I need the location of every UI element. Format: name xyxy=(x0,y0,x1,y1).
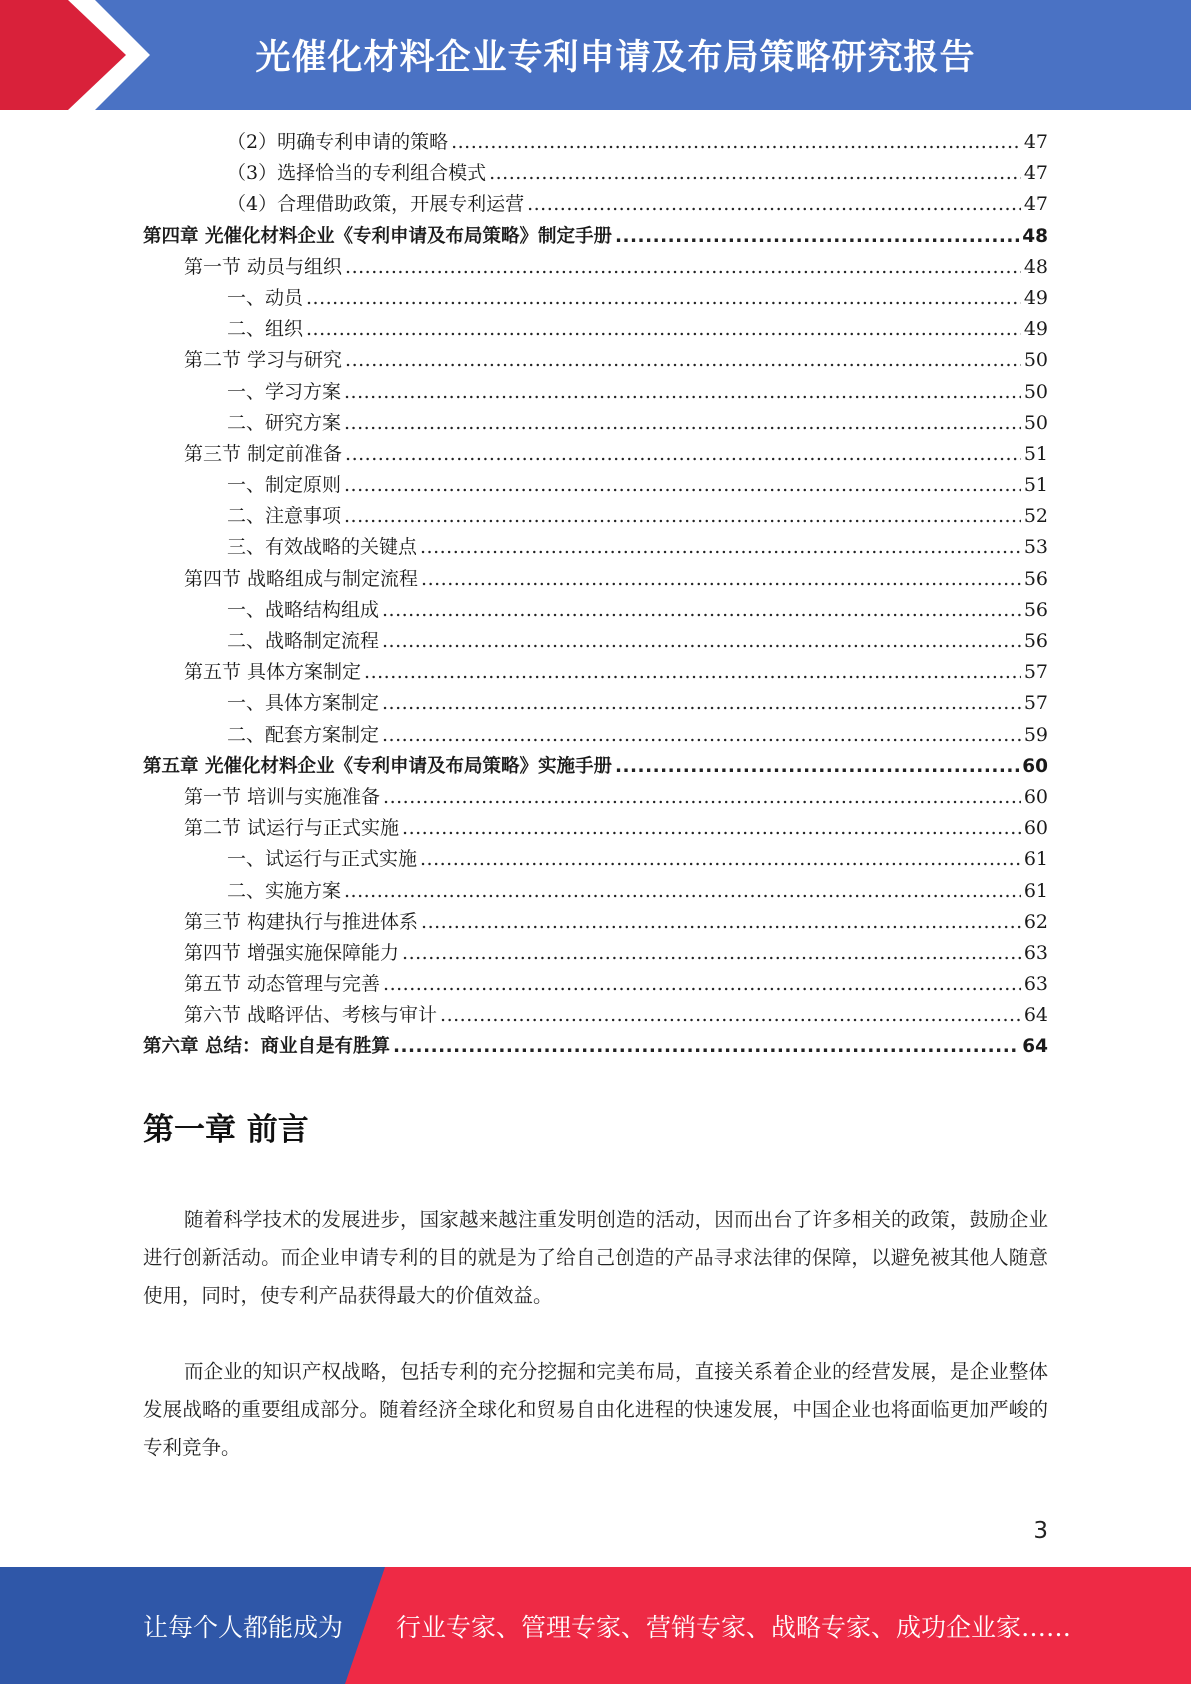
toc-entry-label: 一、制定原则 xyxy=(227,474,342,497)
toc-section-entry[interactable] xyxy=(143,813,1048,844)
toc-entry-label: 第六节 战略评估、考核与审计 xyxy=(184,1004,438,1027)
toc-leader-dots xyxy=(420,844,1021,875)
toc-page-number: 51 xyxy=(1023,474,1048,497)
toc-page-number: 57 xyxy=(1023,661,1048,684)
toc-section-entry[interactable] xyxy=(143,657,1048,688)
toc-page-number: 59 xyxy=(1023,723,1048,746)
toc-entry-label: 一、学习方案 xyxy=(227,380,342,403)
toc-page-number: 62 xyxy=(1023,910,1048,933)
toc-leader-dots xyxy=(402,813,1021,844)
toc-entry-label: 第一节 培训与实施准备 xyxy=(184,785,381,808)
toc-page-number: 50 xyxy=(1023,411,1048,434)
toc-subsection-entry[interactable] xyxy=(143,408,1048,439)
toc-entry-label: 二、配套方案制定 xyxy=(227,723,380,746)
toc-subsection-entry[interactable] xyxy=(143,720,1048,751)
toc-subsection-entry[interactable] xyxy=(143,532,1048,563)
toc-leader-dots xyxy=(402,938,1021,969)
toc-entry-label: 第二节 学习与研究 xyxy=(184,349,343,372)
body-paragraph: 随着科学技术的发展进步，国家越来越注重发明创造的活动，因而出台了许多相关的政策，鼓励企业进行创新活动。而企业申请专利的目的就是为了给自己创造的产品寻求法律的保障，以避免被其他人随意使用，同时，使专利产品获得最大的价值效益。 xyxy=(143,1208,1048,1307)
toc-subsection-entry[interactable] xyxy=(143,127,1048,158)
toc-leader-dots xyxy=(383,969,1021,1000)
toc-subsection-entry[interactable] xyxy=(143,377,1048,408)
toc-leader-dots xyxy=(345,252,1021,283)
toc-entry-label: 第五章 光催化材料企业《专利申请及布局策略》实施手册 xyxy=(143,755,612,777)
toc-entry-label: 一、具体方案制定 xyxy=(227,692,380,715)
page-footer xyxy=(0,1567,1191,1684)
toc-subsection-entry[interactable] xyxy=(143,501,1048,532)
toc-page-number: 48 xyxy=(1023,255,1048,278)
toc-chapter-entry[interactable] xyxy=(143,221,1048,252)
toc-entry-label: 二、注意事项 xyxy=(227,505,342,528)
toc-subsection-entry[interactable] xyxy=(143,844,1048,875)
toc-section-entry[interactable] xyxy=(143,564,1048,595)
toc-entry-label: 第一节 动员与组织 xyxy=(184,255,343,278)
toc-entry-label: 第四章 光催化材料企业《专利申请及布局策略》制定手册 xyxy=(143,225,612,247)
toc-entry-label: 第四节 增强实施保障能力 xyxy=(184,941,400,964)
toc-entry-label: （4）合理借助政策，开展专利运营 xyxy=(227,193,525,216)
toc-leader-dots xyxy=(393,1031,1019,1062)
table-of-contents xyxy=(143,127,1048,1063)
toc-page-number: 47 xyxy=(1023,162,1048,185)
report-title: 光催化材料企业专利申请及布局策略研究报告 xyxy=(255,38,976,78)
toc-entry-label: （3）选择恰当的专利组合模式 xyxy=(227,162,487,185)
toc-leader-dots xyxy=(421,907,1021,938)
toc-entry-label: 二、组织 xyxy=(227,318,304,341)
toc-entry-label: （2）明确专利申请的策略 xyxy=(227,131,449,153)
toc-page-number: 50 xyxy=(1023,349,1048,372)
chapter-heading: 第一章 前言 xyxy=(143,1112,309,1148)
toc-section-entry[interactable] xyxy=(143,439,1048,470)
toc-leader-dots xyxy=(615,751,1019,782)
toc-leader-dots xyxy=(382,688,1021,719)
toc-entry-label: 一、战略结构组成 xyxy=(227,598,380,621)
footer-slogan-right: 行业专家、管理专家、营销专家、战略专家、成功企业家…… xyxy=(396,1612,1072,1642)
toc-page-number: 61 xyxy=(1023,848,1048,871)
toc-page-number: 53 xyxy=(1023,536,1048,559)
toc-page-number: 50 xyxy=(1023,380,1048,403)
toc-leader-dots xyxy=(489,158,1021,189)
toc-entry-label: 一、动员 xyxy=(227,286,304,309)
toc-subsection-entry[interactable] xyxy=(143,283,1048,314)
toc-section-entry[interactable] xyxy=(143,782,1048,813)
toc-subsection-entry[interactable] xyxy=(143,314,1048,345)
toc-leader-dots xyxy=(383,782,1021,813)
toc-page-number: 61 xyxy=(1023,879,1048,902)
toc-page-number: 63 xyxy=(1023,941,1048,964)
toc-page-number: 49 xyxy=(1023,318,1048,341)
toc-leader-dots xyxy=(451,127,1021,158)
toc-leader-dots xyxy=(344,408,1021,439)
toc-page-number: 60 xyxy=(1023,817,1048,840)
toc-leader-dots xyxy=(527,189,1021,220)
toc-page-number: 48 xyxy=(1022,225,1048,247)
toc-subsection-entry[interactable] xyxy=(143,158,1048,189)
toc-entry-label: 第六章 总结：商业自是有胜算 xyxy=(143,1036,390,1058)
toc-leader-dots xyxy=(344,470,1021,501)
toc-entry-label: 第四节 战略组成与制定流程 xyxy=(184,567,419,590)
toc-section-entry[interactable] xyxy=(143,938,1048,969)
toc-section-entry[interactable] xyxy=(143,252,1048,283)
toc-page-number: 47 xyxy=(1023,193,1048,216)
toc-leader-dots xyxy=(382,626,1021,657)
toc-page-number: 57 xyxy=(1023,692,1048,715)
toc-subsection-entry[interactable] xyxy=(143,189,1048,220)
toc-entry-label: 第五节 动态管理与完善 xyxy=(184,973,381,996)
toc-subsection-entry[interactable] xyxy=(143,876,1048,907)
toc-page-number: 52 xyxy=(1023,505,1048,528)
toc-entry-label: 第二节 试运行与正式实施 xyxy=(184,817,400,840)
body-paragraph: 而企业的知识产权战略，包括专利的充分挖掘和完美布局，直接关系着企业的经营发展，是企业整体发展战略的重要组成部分。随着经济全球化和贸易自由化进程的快速发展，中国企业也将面临更加严峻的专利竞争。 xyxy=(143,1360,1048,1459)
toc-chapter-entry[interactable] xyxy=(143,751,1048,782)
toc-leader-dots xyxy=(306,314,1021,345)
toc-page-number: 64 xyxy=(1022,1036,1048,1058)
toc-section-entry[interactable] xyxy=(143,345,1048,376)
toc-page-number: 64 xyxy=(1023,1004,1048,1027)
footer-slogan-left: 让每个人都能成为 xyxy=(143,1612,344,1642)
toc-page-number: 56 xyxy=(1023,630,1048,652)
toc-subsection-entry[interactable] xyxy=(143,595,1048,626)
toc-leader-dots xyxy=(364,657,1021,688)
toc-entry-label: 一、试运行与正式实施 xyxy=(227,848,418,871)
toc-entry-label: 二、研究方案 xyxy=(227,411,342,434)
toc-subsection-entry[interactable] xyxy=(143,470,1048,501)
toc-leader-dots xyxy=(344,501,1021,532)
toc-page-number: 51 xyxy=(1023,442,1048,465)
page-header xyxy=(0,0,1191,110)
toc-page-number: 47 xyxy=(1023,131,1048,153)
toc-leader-dots xyxy=(421,564,1021,595)
toc-page-number: 56 xyxy=(1023,598,1048,621)
toc-leader-dots xyxy=(615,221,1019,252)
toc-leader-dots xyxy=(344,377,1021,408)
toc-leader-dots xyxy=(344,876,1021,907)
toc-section-entry[interactable] xyxy=(143,907,1048,938)
toc-section-entry[interactable] xyxy=(143,1000,1048,1031)
toc-entry-label: 第五节 具体方案制定 xyxy=(184,661,362,684)
toc-entry-label: 三、有效战略的关键点 xyxy=(227,536,418,559)
toc-subsection-entry[interactable] xyxy=(143,688,1048,719)
toc-leader-dots xyxy=(382,595,1021,626)
toc-leader-dots xyxy=(420,532,1021,563)
toc-subsection-entry[interactable] xyxy=(143,626,1048,657)
toc-page-number: 56 xyxy=(1023,567,1048,590)
toc-entry-label: 二、战略制定流程 xyxy=(227,630,380,652)
toc-chapter-entry[interactable] xyxy=(143,1031,1048,1062)
toc-section-entry[interactable] xyxy=(143,969,1048,1000)
toc-entry-label: 第三节 制定前准备 xyxy=(184,442,343,465)
toc-entry-label: 二、实施方案 xyxy=(227,879,342,902)
toc-page-number: 49 xyxy=(1023,286,1048,309)
toc-leader-dots xyxy=(345,439,1021,470)
toc-leader-dots xyxy=(440,1000,1021,1031)
toc-leader-dots xyxy=(306,283,1021,314)
toc-page-number: 60 xyxy=(1023,785,1048,808)
toc-page-number: 63 xyxy=(1023,973,1048,996)
toc-leader-dots xyxy=(382,720,1021,751)
page-number: 3 xyxy=(1033,1518,1048,1544)
toc-page-number: 60 xyxy=(1022,755,1048,777)
toc-entry-label: 第三节 构建执行与推进体系 xyxy=(184,910,419,933)
red-chevron-decoration xyxy=(0,0,150,110)
toc-leader-dots xyxy=(345,345,1021,376)
